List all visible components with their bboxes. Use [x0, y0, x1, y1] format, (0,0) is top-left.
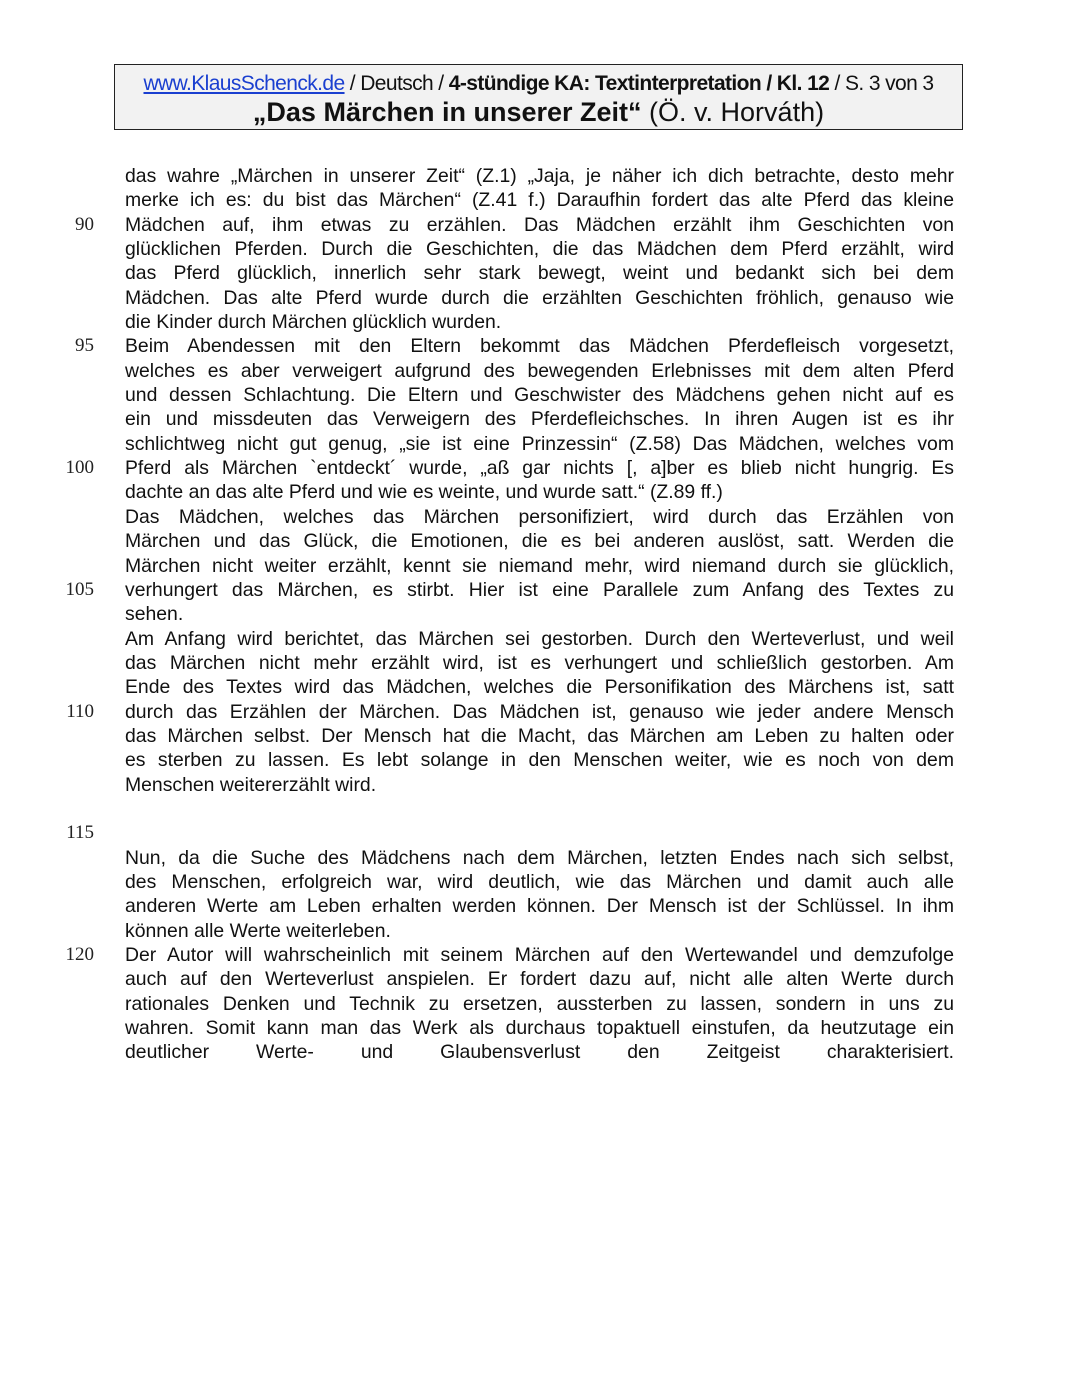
text-line: Ende des Textes wird das Mädchen, welches die Personifikation des Märchens ist, satt [125, 676, 954, 699]
header-page-count: / S. 3 von 3 [829, 72, 934, 95]
text-line: wahren. Somit kann man das Werk als durchaus topaktuell einstufen, da heutzutage ein [125, 1017, 954, 1040]
text-line: sehen. [125, 603, 184, 626]
text-line: glücklichen Pferden. Durch die Geschichten, die das Mädchen dem Pferd erzählt, wird [125, 238, 954, 261]
line-number: 115 [66, 822, 94, 844]
line-number: 90 [75, 213, 94, 235]
text-line: das Pferd glücklich, innerlich sehr stark bewegt, weint und bedankt sich bei dem [125, 262, 954, 285]
line-number: 100 [65, 457, 94, 479]
text-line: Menschen weitererzählt wird. [125, 773, 377, 796]
text-line: rationales Denken und Technik zu ersetzen, aussterben zu lassen, sondern in uns zu [125, 992, 954, 1015]
text-line: ein und missdeuten das Verweigern des Pferdefleichsches. In ihren Augen ist es ihr [125, 408, 954, 431]
text-line: anderen Werte am Leben erhalten werden können. Der Mensch ist der Schlüssel. In ihm [125, 895, 954, 918]
text-line [125, 797, 954, 821]
text-line: auch auf den Werteverlust anspielen. Er fordert dazu auf, nicht alle alten Werte durch [125, 968, 954, 991]
text-line: Beim Abendessen mit den Eltern bekommt das Mädchen Pferdefleisch vorgesetzt, [125, 335, 954, 358]
text-line: des Menschen, erfolgreich war, wird deutlich, wie das Märchen und damit auch alle [125, 870, 954, 893]
document-author: (Ö. v. Horváth) [641, 97, 825, 127]
document-title: „Das Märchen in unserer Zeit“ [252, 97, 642, 127]
text-line: Nun, da die Suche des Mädchens nach dem Märchen, letzten Endes nach sich selbst, [125, 846, 954, 869]
line-number: 120 [65, 944, 94, 966]
text-line: Mädchen auf, ihm etwas zu erzählen. Das Mädchen erzählt ihm Geschichten von [125, 213, 954, 236]
text-line: Märchen und das Glück, die Emotionen, die es bei anderen auslöst, satt. Werden die [125, 530, 954, 553]
text-line [125, 821, 954, 845]
text-line: deutlicher Werte- und Glaubensverlust den Zeitgeist charakterisiert. [125, 1041, 954, 1064]
text-line: merke ich es: du bist das Märchen“ (Z.41 f.) Daraufhin fordert das alte Pferd das kleine [125, 189, 954, 212]
text-line: schlichtweg nicht gut genug, „sie ist eine Prinzessin“ (Z.58) Das Mädchen, welches vom [125, 432, 954, 455]
text-line: das wahre „Märchen in unserer Zeit“ (Z.1) „Jaja, je näher ich dich betrachte, desto mehr [125, 165, 954, 187]
interpretation-text [125, 164, 954, 1065]
text-line: das Märchen selbst. Der Mensch hat die Macht, das Märchen am Leben zu halten oder [125, 724, 954, 747]
header-subject: / Deutsch / [344, 72, 449, 95]
website-link[interactable]: www.KlausSchenck.de [143, 72, 345, 95]
text-line: es sterben zu lassen. Es lebt solange in den Menschen weiter, wie es noch von dem [125, 749, 954, 772]
header-meta-line [115, 72, 962, 96]
header-title-line [115, 97, 962, 127]
text-line: die Kinder durch Märchen glücklich wurden. [125, 311, 502, 334]
line-number: 105 [65, 578, 94, 600]
text-line: durch das Erzählen der Märchen. Das Mädchen ist, genauso wie jeder andere Mensch [125, 700, 954, 723]
text-line: das Märchen nicht mehr erzählt wird, ist es verhungert und schließlich gestorben. Am [125, 651, 954, 674]
text-line: Der Autor will wahrscheinlich mit seinem Märchen auf den Wertewandel und demzufolge [125, 944, 954, 966]
text-line: Märchen nicht weiter erzählt, kennt sie niemand mehr, wird niemand durch sie glücklich, [125, 554, 954, 577]
text-line: Das Mädchen, welches das Märchen personifiziert, wird durch das Erzählen von [125, 505, 954, 528]
document-header [114, 64, 963, 130]
text-line: können alle Werte weiterleben. [125, 919, 391, 942]
text-line: und dessen Schlachtung. Die Eltern und Geschwister des Mädchens gehen nicht auf es [125, 384, 954, 407]
text-line: welches es aber verweigert aufgrund des bewegenden Erlebnisses mit dem alten Pferd [125, 359, 954, 382]
line-number: 110 [66, 700, 94, 722]
text-line: verhungert das Märchen, es stirbt. Hier ist eine Parallele zum Anfang des Textes zu [125, 578, 954, 601]
line-number: 95 [75, 335, 94, 357]
text-line: Am Anfang wird berichtet, das Märchen sei gestorben. Durch den Werteverlust, und weil [125, 627, 954, 650]
text-line: dachte an das alte Pferd und wie es weinte, und wurde satt.“ (Z.89 ff.) [125, 481, 723, 504]
text-line: Mädchen. Das alte Pferd wurde durch die erzählten Geschichten fröhlich, genauso wie [125, 286, 954, 309]
header-exam-type: 4-stündige KA: Textinterpretation / Kl. 12 [448, 72, 830, 95]
text-line: Pferd als Märchen `entdeckt´ wurde, „aß gar nichts [, a]ber es blieb nicht hungrig. Es [125, 457, 954, 480]
